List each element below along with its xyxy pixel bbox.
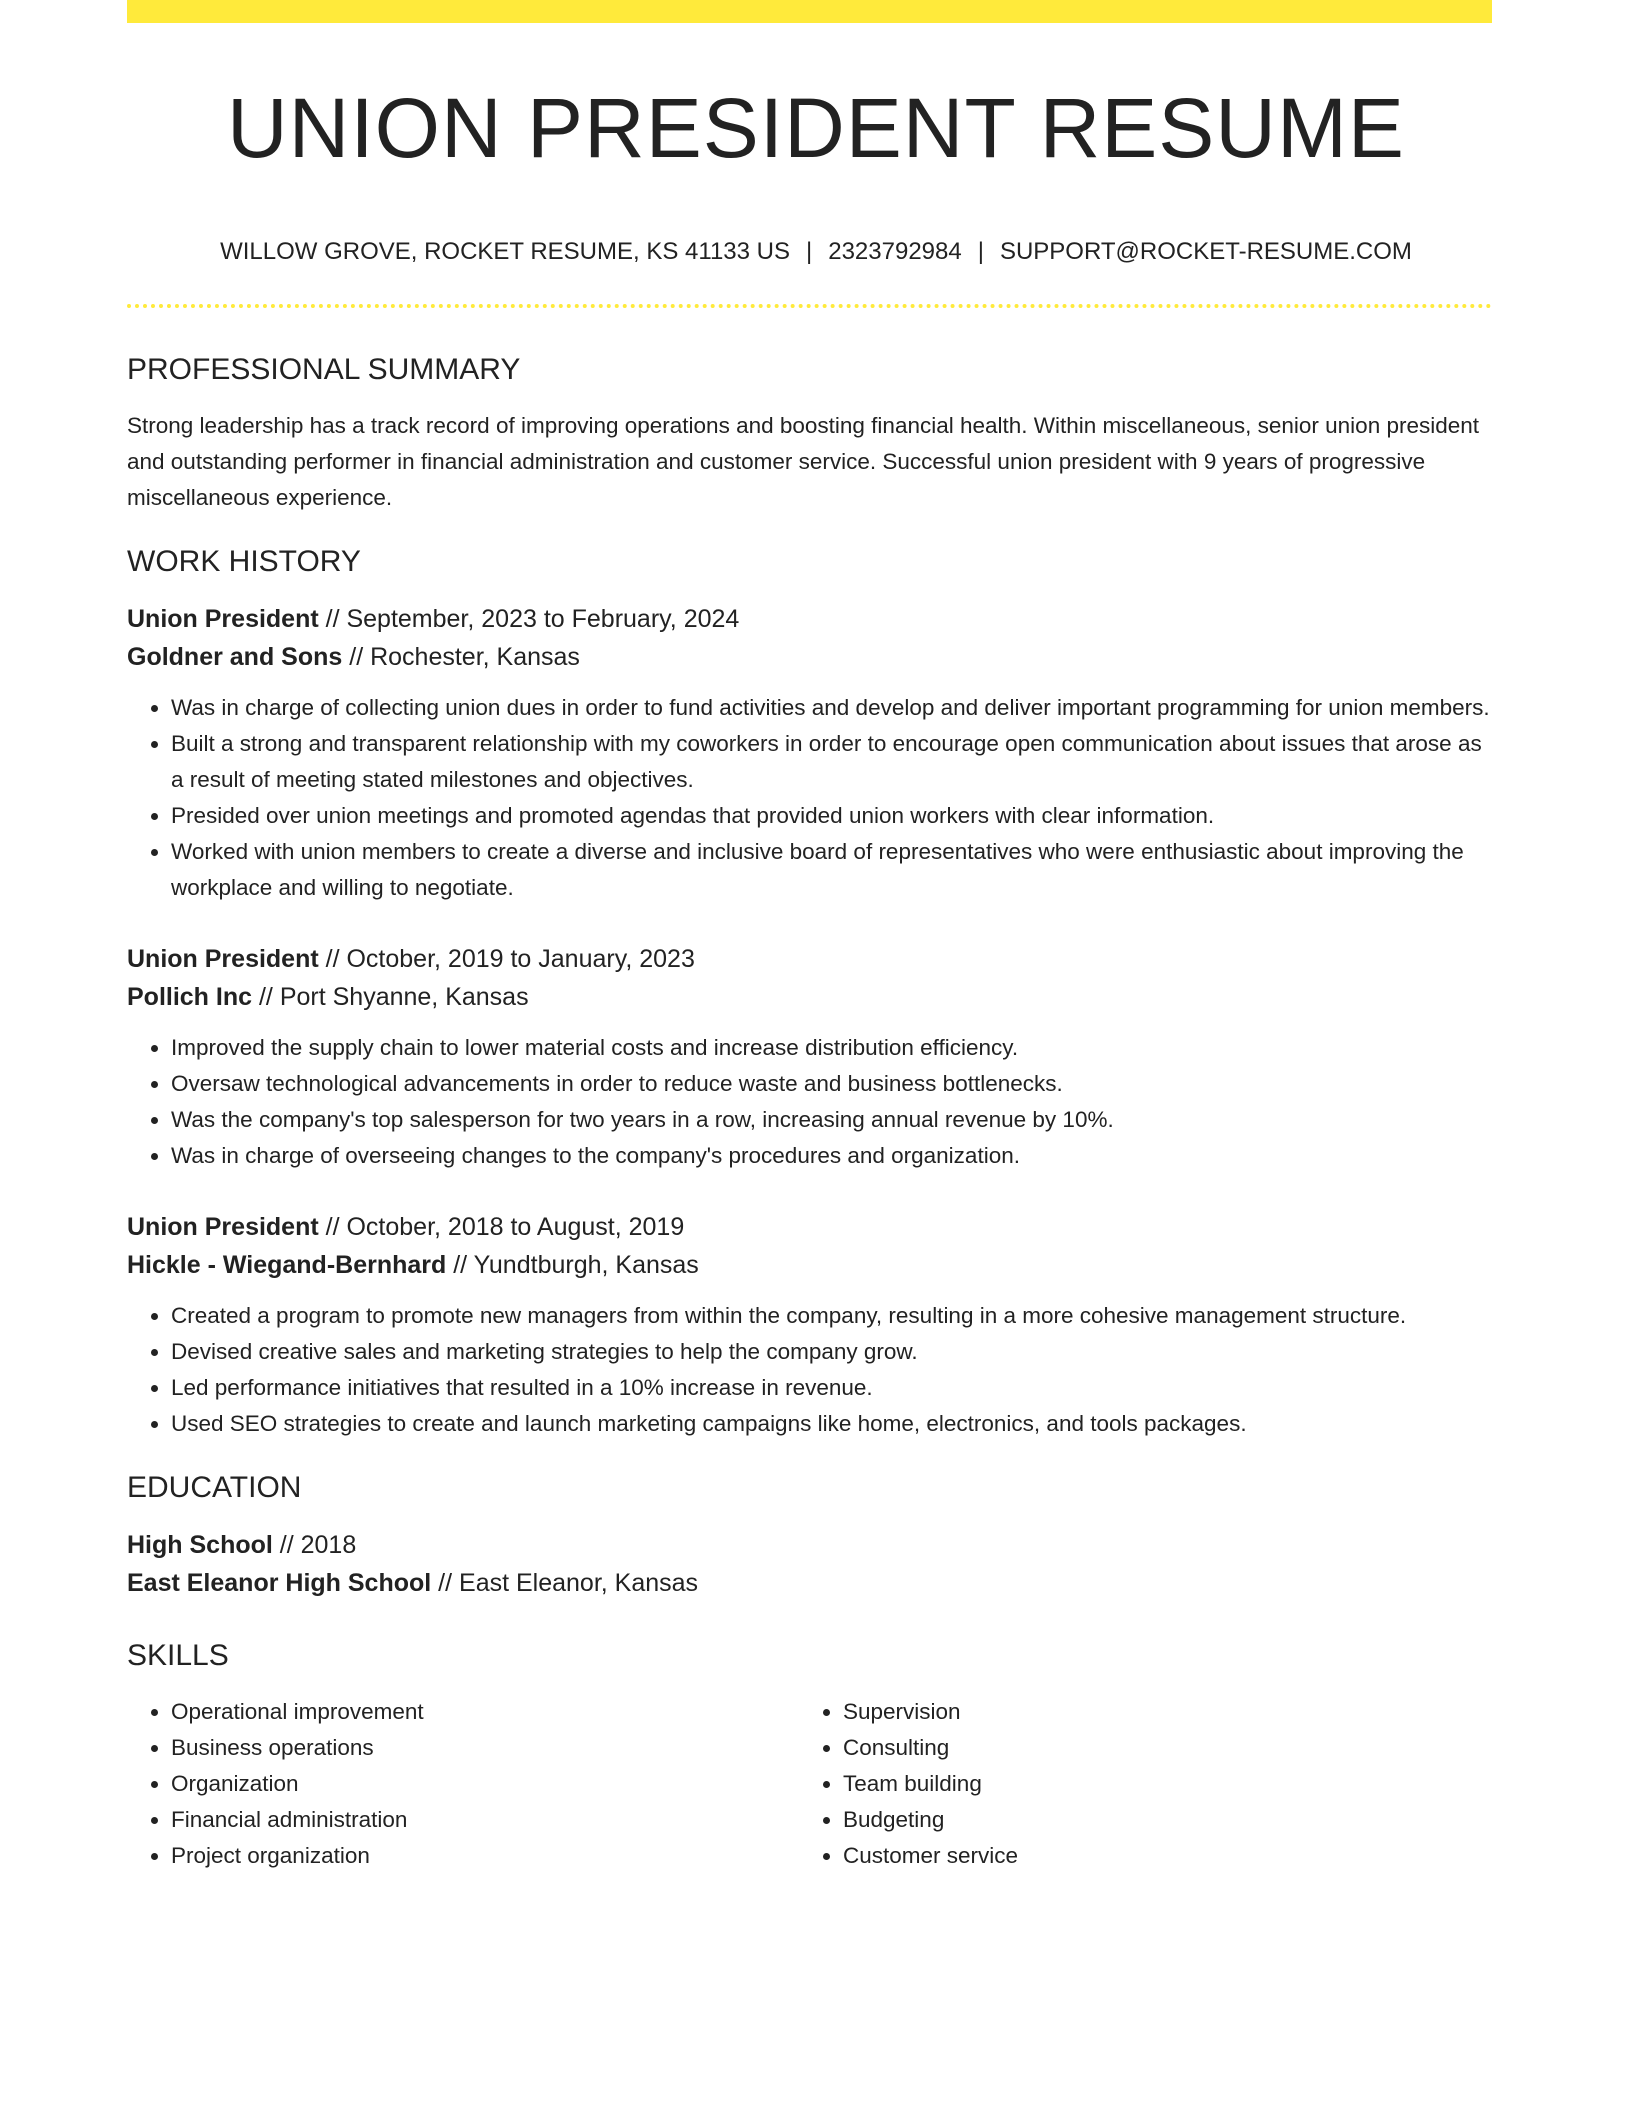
- skills-column-left: [127, 1694, 799, 1874]
- job-bullet: • Used SEO strategies to create and launch marketing campaigns like home, electronics, and tools packages.: [171, 1406, 1492, 1442]
- education-degree-line: [127, 1526, 1492, 1564]
- job-bullet: • Was the company's top salesperson for two years in a row, increasing annual revenue by 10%.: [171, 1102, 1492, 1138]
- job-location: // Port Shyanne, Kansas: [252, 983, 529, 1011]
- skill-item: • Team building: [843, 1766, 1471, 1802]
- job-bullet: • Oversaw technological advancements in order to reduce waste and business bottlenecks.: [171, 1066, 1492, 1102]
- job-dates: // October, 2018 to August, 2019: [318, 1213, 685, 1241]
- skill-item: • Operational improvement: [171, 1694, 799, 1730]
- job-bullets: [127, 690, 1492, 906]
- resume-title: UNION PRESIDENT RESUME: [227, 81, 1405, 175]
- job-title: Union President: [127, 945, 319, 973]
- contact-address: WILLOW GROVE, ROCKET RESUME, KS 41133 US: [220, 238, 790, 265]
- job-bullet: • Created a program to promote new managers from within the company, resulting in a more cohesive management structure.: [171, 1298, 1492, 1334]
- summary-heading: PROFESSIONAL SUMMARY: [127, 353, 521, 386]
- education-degree: High School: [127, 1531, 273, 1559]
- education-entry: [127, 1526, 1492, 1602]
- resume-content: [127, 350, 1492, 1874]
- job-entry: [127, 1208, 1492, 1442]
- education-school: East Eleanor High School: [127, 1569, 432, 1597]
- job-entry: [127, 600, 1492, 906]
- dotted-divider: [127, 304, 1492, 308]
- job-company-line: [127, 638, 1492, 676]
- job-title-line: [127, 600, 1492, 638]
- job-location: // Rochester, Kansas: [342, 643, 580, 671]
- job-company: Goldner and Sons: [127, 643, 343, 671]
- job-bullet: • Was in charge of overseeing changes to the company's procedures and organization.: [171, 1138, 1492, 1174]
- job-dates: // October, 2019 to January, 2023: [318, 945, 695, 973]
- job-company: Hickle - Wiegand-Bernhard: [127, 1251, 447, 1279]
- education-location: // East Eleanor, Kansas: [431, 1569, 699, 1597]
- education-year: // 2018: [272, 1531, 357, 1559]
- contact-separator: |: [806, 238, 813, 265]
- job-title-line: [127, 1208, 1492, 1246]
- job-title: Union President: [127, 1213, 319, 1241]
- education-heading: EDUCATION: [127, 1471, 302, 1504]
- education-school-line: [127, 1564, 1492, 1602]
- job-entry: [127, 940, 1492, 1174]
- skill-item: • Supervision: [843, 1694, 1471, 1730]
- job-bullet: • Was in charge of collecting union dues in order to fund activities and develop and deliver important programming for union members.: [171, 690, 1492, 726]
- top-accent-bar: [127, 0, 1492, 23]
- skill-item: • Budgeting: [843, 1802, 1471, 1838]
- skill-item: • Project organization: [171, 1838, 799, 1874]
- job-bullet: • Worked with union members to create a diverse and inclusive board of representatives who were enthusiastic about improving the workplace and willing to negotiate.: [171, 834, 1492, 906]
- work-history-heading: WORK HISTORY: [127, 545, 361, 578]
- job-company: Pollich Inc: [127, 983, 253, 1011]
- contact-line: [0, 237, 1632, 267]
- skill-item: • Organization: [171, 1766, 799, 1802]
- job-title: Union President: [127, 605, 319, 633]
- job-bullets: [127, 1298, 1492, 1442]
- skill-item: • Consulting: [843, 1730, 1471, 1766]
- job-bullet: • Led performance initiatives that resulted in a 10% increase in revenue.: [171, 1370, 1492, 1406]
- skills-grid: [127, 1694, 1492, 1874]
- job-bullet: • Devised creative sales and marketing strategies to help the company grow.: [171, 1334, 1492, 1370]
- skills-heading: SKILLS: [127, 1639, 229, 1672]
- job-location: // Yundtburgh, Kansas: [446, 1251, 699, 1279]
- summary-text: Strong leadership has a track record of improving operations and boosting financial health. Within miscellaneous, senior union president and outstanding performer in financial administration and customer service. Successful union president with 9 years of progressive miscellaneous experience.: [127, 413, 1480, 510]
- skill-item: • Business operations: [171, 1730, 799, 1766]
- job-company-line: [127, 1246, 1492, 1284]
- job-dates: // September, 2023 to February, 2024: [318, 605, 740, 633]
- job-title-line: [127, 940, 1492, 978]
- skill-item: • Financial administration: [171, 1802, 799, 1838]
- job-bullet: • Presided over union meetings and promoted agendas that provided union workers with clear information.: [171, 798, 1492, 834]
- job-bullet: • Built a strong and transparent relationship with my coworkers in order to encourage open communication about issues that arose as a result of meeting stated milestones and objectives.: [171, 726, 1492, 798]
- skill-item: • Customer service: [843, 1838, 1471, 1874]
- contact-separator: |: [977, 238, 984, 265]
- contact-phone: 2323792984: [828, 238, 962, 265]
- job-bullet: • Improved the supply chain to lower material costs and increase distribution efficiency.: [171, 1030, 1492, 1066]
- skills-column-right: [799, 1694, 1471, 1874]
- job-bullets: [127, 1030, 1492, 1174]
- contact-email: SUPPORT@ROCKET-RESUME.COM: [999, 238, 1412, 265]
- job-company-line: [127, 978, 1492, 1016]
